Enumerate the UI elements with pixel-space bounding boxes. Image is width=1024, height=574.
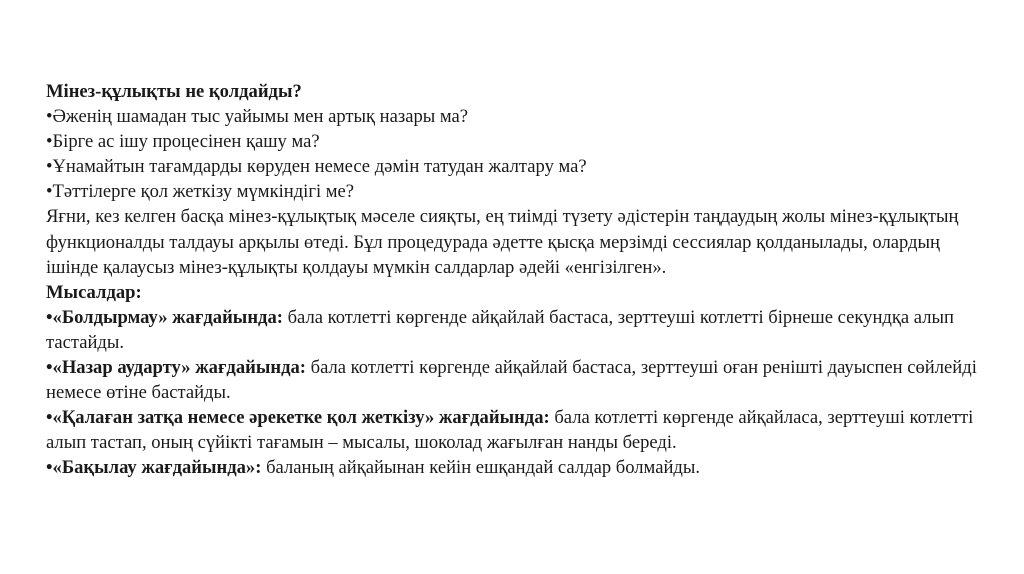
question-item: •Әженің шамадан тыс уайымы мен артық назары ма?: [46, 106, 469, 128]
example-label: «Болдырмау» жағдайында:: [52, 306, 283, 328]
example-label: «Бақылау жағдайында»:: [52, 457, 262, 479]
example-item: [46, 405, 996, 455]
example-text: бала котлетті көргенде айқайлай бастаса, зерттеуші котлетті бірнеше секундқа алып тастайды.: [46, 306, 954, 353]
example-label: «Қалаған затқа немесе әрекетке қол жеткізу» жағдайында:: [52, 407, 550, 429]
section-heading: Мінез-құлықты не қолдайды?: [46, 81, 302, 102]
example-text: баланың айқайынан кейін ешқандай салдар болмайды.: [261, 457, 700, 479]
slide-text-body: [46, 79, 996, 481]
example-text: бала котлетті көргенде айқайласа, зерттеуші котлетті алып тастап, оның сүйікті тағамын – мысалы, шоколад жағылған нанды береді.: [46, 407, 974, 454]
body-paragraph: Яғни, кез келген басқа мінез-құлықтық мәселе сияқты, ең тиімді түзету әдістерін таңдаудың жолы мінез-құлықтың функционалды талдауы арқылы өтеді. Бұл процедурада әдетте қысқа мерзімді сессиялар қолданылады, олардың ішінде қалаусыз мінез-құлықты қолдауы мүмкін салдарлар әдейі «енгізілген».: [46, 206, 959, 278]
example-item: [46, 455, 996, 480]
example-bullet: •: [46, 407, 53, 429]
example-bullet: •: [46, 457, 53, 479]
question-item: •Тәттілерге қол жеткізу мүмкіндігі ме?: [46, 181, 355, 203]
example-text: бала котлетті көргенде айқайлай бастаса, зерттеуші оған ренішті дауыспен сөйлейді немесе өтіне бастайды.: [46, 357, 977, 404]
examples-heading: Мысалдар:: [46, 281, 142, 303]
example-item: [46, 355, 996, 405]
example-item: [46, 305, 996, 355]
example-label: «Назар аударту» жағдайында:: [52, 357, 306, 379]
example-bullet: •: [46, 357, 53, 379]
question-item: •Ұнамайтын тағамдарды көруден немесе дәмін татудан жалтару ма?: [46, 156, 587, 178]
question-item: •Бірге ас ішу процесінен қашу ма?: [46, 131, 320, 153]
example-bullet: •: [46, 306, 53, 328]
